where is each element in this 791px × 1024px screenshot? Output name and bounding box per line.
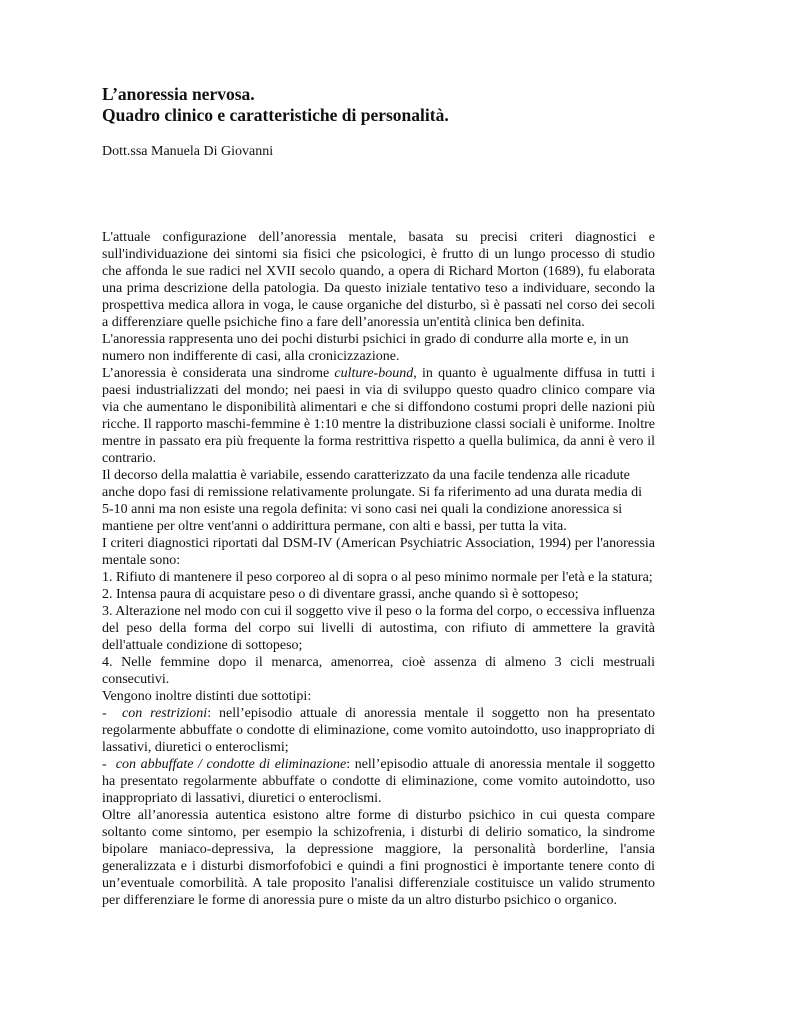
paragraph-5: I criteri diagnostici riportati dal DSM-IV (American Psychiatric Association, 1994) per l'anoressia mentale sono: — [102, 536, 655, 568]
subtype-1-name: con restrizioni — [122, 706, 208, 721]
paragraph-4: Il decorso della malattia è variabile, essendo caratterizzato da una facile tendenza alle ricadute anche dopo fasi di remissione relativamente prolungate. Si fa riferimento ad una durata media di 5-10 anni ma non esiste una regola definita: vi sono casi nei quali la condizione anoressica si mantiene per oltre vent'anni o addirittura permane, con alti e bassi, per tutta la vita. — [102, 468, 642, 534]
paragraph-6: Oltre all’anoressia autentica esistono altre forme di disturbo psichico in cui questa compare soltanto come sintomo, per esempio la schizofrenia, i disturbi di delirio somatico, la sindrome bipolare maniaco-depressiva, la depressione maggiore, la personalità borderline, l'ansia generalizzata e i disturbi dismorfofobici e quindi a fini prognostici è importante tenere conto di un’eventuale comorbilità. A tale proposito l'analisi differenziale costituisce un valido strumento per differenziare le forme di anoressia pure o miste da un altro disturbo psichico o organico. — [102, 808, 655, 908]
criterion-2: 2. Intensa paura di acquistare peso o di diventare grassi, anche quando sì è sottopeso; — [102, 587, 579, 602]
author-line: Dott.ssa Manuela Di Giovanni — [102, 144, 274, 159]
paragraph-1: L'attuale configurazione dell’anoressia mentale, basata su precisi criteri diagnostici e sull'individuazione dei sintomi sia fisici che psicologici, è frutto di un lungo processo di studio che affonda le sue radici nel XVII secolo quando, a opera di Richard Morton (1689), fu elaborata una prima descrizione della patologia. Da questo iniziale tentativo teso a individuare, secondo la prospettiva medica allora in voga, le cause organiche del disturbo, sì è passati nel corso dei secoli a differenziare quelle psichiche fino a fare dell’anoressia un'entità clinica ben definita. — [102, 230, 655, 330]
title-line-2: Quadro clinico e caratteristiche di personalità. — [102, 105, 449, 125]
paragraph-2: L'anoressia rappresenta uno dei pochi disturbi psichici in grado di condurre alla morte e, in un numero non indifferente di casi, alla cronicizzazione. — [102, 332, 629, 364]
document-body — [102, 229, 655, 909]
title-line-1: L’anoressia nervosa. — [102, 84, 255, 104]
subtype-2-description: : nell’episodio attuale di anoressia mentale il soggetto ha presentato regolarmente abbuffate o condotte di eliminazione, come vomito autoindotto, uso inappropriato di lassativi, diuretici o enteroclismi. — [102, 757, 655, 806]
criterion-4: 4. Nelle femmine dopo il menarca, amenorrea, cioè assenza di almeno 3 cicli mestruali consecutivi. — [102, 655, 655, 687]
document-title — [102, 84, 449, 126]
subtype-1-dash: - — [102, 706, 107, 721]
paragraph-3-start: L’anoressia è considerata una sindrome — [102, 366, 335, 381]
paragraph-3 — [102, 365, 655, 467]
subtype-1 — [102, 705, 655, 756]
paragraph-3-end: , in quanto è ugualmente diffusa in tutti i paesi industrializzati del mondo; nei paesi in via di sviluppo questo quadro clinico compare via via che aumentano le disponibilità alimentari e che si diffondono costumi propri delle nazioni più ricche. Il rapporto maschi-femmine è 1:10 mentre la distribuzione classi sociali è uniforme. Inoltre mentre in passato era più frequente la forma restrittiva rispetto a quella bulimica, da anni è vero il contrario. — [102, 366, 656, 466]
criterion-3: 3. Alterazione nel modo con cui il soggetto vive il peso o la forma del corpo, o eccessiva influenza del peso della forma del corpo sui livelli di autostima, con rifiuto di ammettere la gravità dell'attuale condizione di sottopeso; — [102, 604, 655, 653]
subtype-1-description: : nell’episodio attuale di anoressia mentale il soggetto non ha presentato regolarmente abbuffate o condotte di eliminazione, come vomito autoindotto, uso inappropriato di lassativi, diuretici o enteroclismi; — [102, 706, 655, 755]
subtype-2 — [102, 756, 655, 807]
subtype-2-dash: - — [102, 757, 107, 772]
culture-bound-term: culture-bound — [334, 366, 414, 381]
subtypes-intro: Vengono inoltre distinti due sottotipi: — [102, 689, 312, 704]
criterion-1: 1. Rifiuto di mantenere il peso corporeo al di sopra o al peso minimo normale per l'età e la statura; — [102, 570, 653, 585]
subtype-2-name: con abbuffate / condotte di eliminazione — [115, 757, 347, 772]
